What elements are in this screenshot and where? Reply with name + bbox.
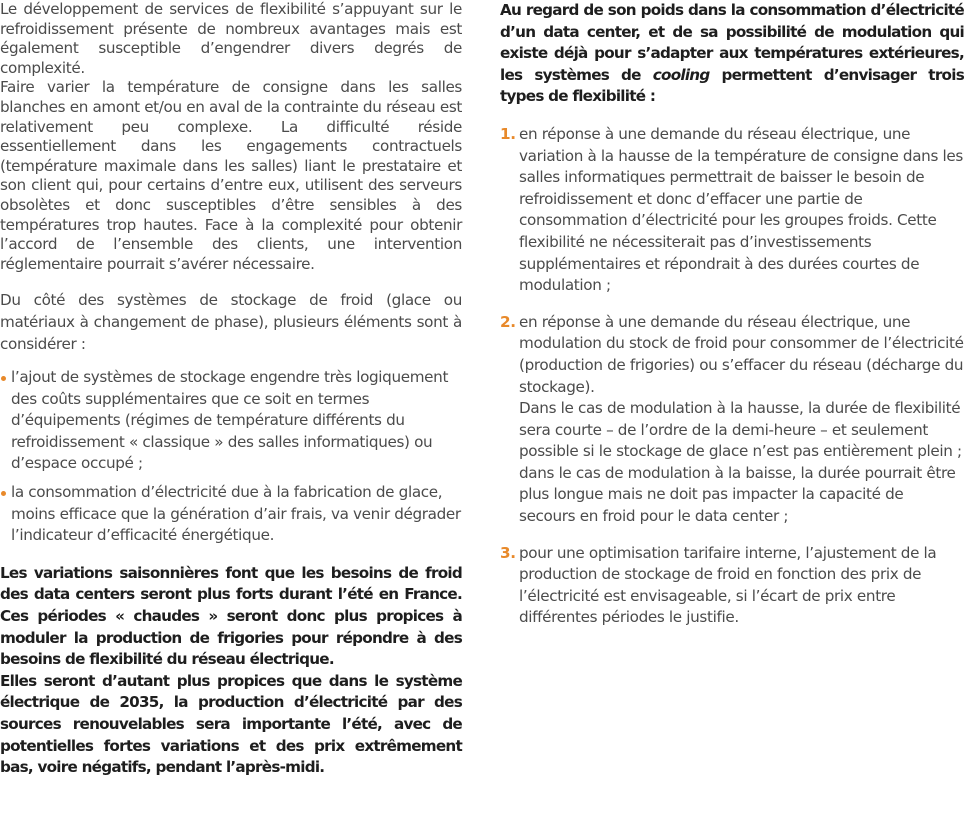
list-item	[500, 312, 964, 528]
setpoint-paragraph: Faire varier la température de consigne dans les salles blanches en amont et/ou en aval de la contrainte du réseau est relativement peu complexe. La difficulté réside essentiellement dans les engagements contractuels (température maximale dans les salles) liant le prestataire et son client qui, pour certains d’entre eux, utilisent des serveurs obsolètes et donc susceptibles d’être sensibles à des températures trop hautes. Face à la complexité pour obtenir l’accord de l’ensemble des clients, une intervention réglementaire pourrait s’avérer nécessaire.	[0, 78, 462, 273]
seasonal-bold-paragraph: Les variations saisonnières font que les besoins de froid des data centers seront plus forts durant l’été en France. Ces périodes « chaudes » seront donc plus propices à moduler la production de frigories pour répondre à des besoins de flexibilité du réseau électrique.	[0, 563, 462, 669]
renewables-bold-paragraph: Elles seront d’autant plus propices que dans le système électrique de 2035, la production d’électricité par des sources renouvelables sera importante l’été, avec de potentielles fortes variations et des prix extrêmement bas, voire négatifs, pendant l’après-midi.	[0, 671, 462, 777]
left-column	[0, 0, 462, 779]
intro-emphasis: cooling	[652, 65, 710, 84]
flexibility-types-list	[500, 124, 964, 629]
list-item	[500, 124, 964, 297]
item-number: 1.	[500, 124, 516, 143]
list-item	[0, 482, 462, 547]
list-item-text: en réponse à une demande du réseau électrique, une variation à la hausse de la température de consigne dans les salles informatiques permettrait de baisser le besoin de refroidissement et donc d’effacer une partie de consommation d’électricité pour les groupes froids. Cette flexibilité ne nécessiterait pas d’investissements supplémentaires et répondrait à des durées courtes de modulation ;	[519, 124, 963, 295]
list-item	[0, 367, 462, 475]
item-number: 2.	[500, 312, 516, 331]
list-item-text: l’ajout de systèmes de stockage engendre très logiquement des coûts supplémentaires que ce soit en termes d’équipements (régimes de température différents du refroidissement « classique » des salles informatiques) ou d’espace occupé ;	[11, 368, 449, 473]
list-item-text: en réponse à une demande du réseau électrique, une modulation du stock de froid pour consommer de l’électricité (production de frigories) ou s’effacer du réseau (décharge du stockage).	[519, 312, 964, 396]
list-item-text: pour une optimisation tarifaire interne, l’ajustement de la production de stockage de froid en fonction des prix de l’électricité est envisageable, si l’écart de prix entre différentes périodes le justifie.	[519, 543, 937, 627]
list-item	[500, 543, 964, 629]
cooling-intro-paragraph	[500, 0, 964, 108]
intro-text-b: permettent d’envisager trois types de flexibilité :	[500, 65, 964, 106]
intro-paragraph: Le développement de services de flexibilité s’appuyant sur le refroidissement présente de nombreux avantages mais est également susceptible d’engendrer divers degrés de complexité.	[0, 0, 462, 77]
bullet-dot-icon	[1, 376, 6, 381]
storage-paragraph: Du côté des systèmes de stockage de froid (glace ou matériaux à changement de phase), plusieurs éléments sont à considérer :	[0, 291, 462, 353]
right-column	[500, 0, 964, 629]
storage-considerations-list	[0, 367, 462, 547]
intro-text-a: Au regard de son poids dans la consommation d’électricité d’un data center, et de sa possibilité de modulation qui existe déjà pour s’adapter aux températures extérieures, les systèmes de	[500, 1, 964, 84]
bullet-dot-icon	[1, 491, 6, 496]
item-number: 3.	[500, 543, 516, 562]
list-item-text-continued: Dans le cas de modulation à la hausse, la durée de flexibilité sera courte – de l’ordre de la demi-heure – et seulement possible si le stockage de glace n’est pas entièrement plein ; dans le cas de modulation à la baisse, la durée pourrait être plus longue mais ne doit pas impacter la capacité de secours en froid pour le data center ;	[519, 399, 962, 526]
list-item-text: la consommation d’électricité due à la fabrication de glace, moins efficace que la génération d’air frais, va venir dégrader l’indicateur d’efficacité énergétique.	[11, 483, 461, 545]
